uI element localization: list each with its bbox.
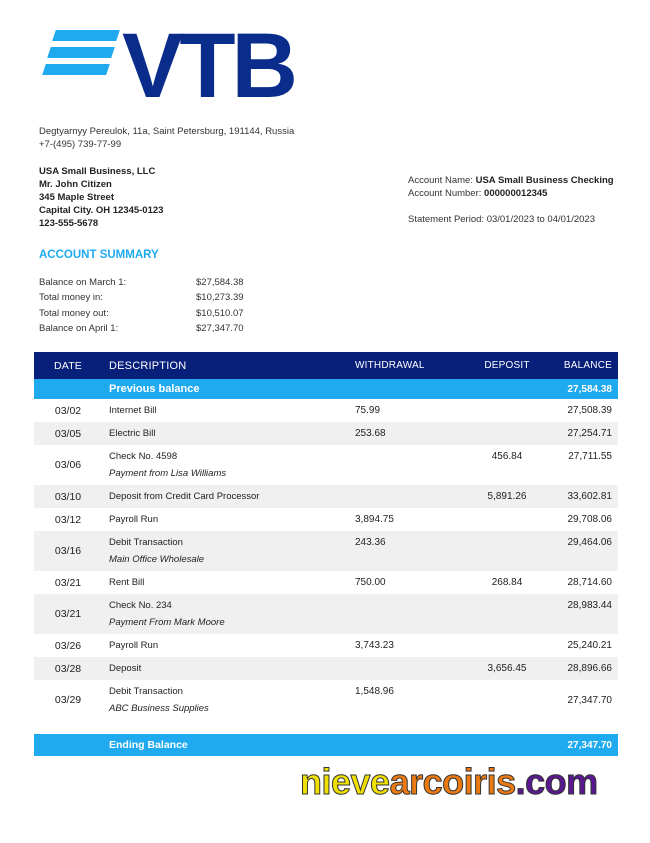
table-header-row (34, 352, 618, 379)
account-number-line (408, 187, 614, 200)
table-row (34, 531, 618, 571)
column-header-date: DATE (34, 352, 102, 379)
account-info-block (408, 174, 614, 226)
row-description: Internet Bill (109, 405, 157, 416)
customer-city: Capital City. OH 12345-0123 (39, 205, 164, 216)
table-row (34, 485, 618, 508)
customer-phone: 123-555-5678 (39, 218, 99, 229)
previous-balance-row (34, 379, 618, 399)
summary-label: Total money out: (39, 307, 109, 319)
row-date: 03/10 (34, 485, 102, 508)
table-row (34, 422, 618, 445)
row-description: Check No. 234 (109, 600, 172, 611)
row-withdrawal: 1,548.96 (355, 686, 394, 697)
row-description: Deposit (102, 657, 348, 680)
bank-address-block (39, 125, 294, 151)
row-deposit (465, 634, 549, 657)
row-balance: 28,983.44 (549, 594, 618, 634)
ending-balance-row (34, 734, 618, 756)
row-date: 03/16 (34, 531, 102, 571)
row-date: 03/02 (54, 404, 82, 417)
row-balance: 27,508.39 (567, 405, 612, 416)
row-description: Payroll Run (109, 514, 159, 525)
row-withdrawal: 253.68 (348, 422, 465, 445)
row-balance: 28,896.66 (549, 657, 618, 680)
row-deposit: 5,891.26 (465, 485, 549, 508)
column-header-deposit: DEPOSIT (465, 352, 549, 379)
table-row (34, 508, 618, 531)
row-withdrawal: 3,743.23 (355, 640, 394, 651)
row-deposit (465, 531, 549, 571)
row-description: Debit Transaction (109, 686, 183, 697)
row-subdescription: Main Office Wholesale (109, 554, 205, 565)
row-date: 03/21 (34, 594, 102, 634)
column-header-withdrawal: WITHDRAWAL (348, 352, 465, 379)
account-number-value: 000000012345 (484, 188, 548, 199)
vtb-logo (44, 15, 294, 117)
previous-balance-label: Previous balance (102, 379, 348, 399)
customer-address-block (39, 165, 163, 230)
row-deposit: 268.84 (491, 577, 523, 588)
row-withdrawal (348, 485, 465, 508)
previous-balance-value: 27,584.38 (549, 379, 618, 399)
row-withdrawal: 75.99 (355, 405, 381, 416)
row-balance: 27,711.55 (568, 451, 612, 462)
summary-row (39, 290, 244, 305)
table-row (34, 594, 618, 634)
row-description-cell (102, 594, 348, 634)
account-name-value: USA Small Business Checking (475, 175, 614, 186)
statement-period-value: 03/01/2023 to 04/01/2023 (486, 214, 595, 225)
summary-value: $27,347.70 (196, 322, 244, 334)
row-withdrawal: 3,894.75 (355, 514, 394, 525)
row-deposit (465, 399, 549, 422)
account-name-label: Account Name: (408, 175, 473, 186)
row-withdrawal (348, 594, 465, 634)
row-date: 03/29 (54, 694, 82, 706)
customer-company: USA Small Business, LLC (39, 166, 156, 177)
row-description-cell (102, 680, 348, 720)
row-description: Deposit from Credit Card Processor (102, 485, 348, 508)
statement-period-label: Statement Period: (408, 214, 485, 225)
ending-balance-value: 27,347.70 (549, 734, 618, 756)
transactions-table (34, 352, 618, 756)
row-balance: 29,708.06 (567, 514, 612, 525)
table-row (34, 399, 618, 422)
bank-address: Degtyarnyy Pereulok, 11a, Saint Petersburg, 191144, Russia (39, 126, 295, 137)
summary-label: Total money in: (39, 292, 103, 304)
customer-contact: Mr. John Citizen (39, 179, 112, 190)
row-balance: 33,602.81 (549, 485, 618, 508)
row-withdrawal: 750.00 (355, 577, 386, 588)
row-date: 03/12 (54, 513, 82, 526)
column-header-balance: BALANCE (549, 352, 618, 379)
row-deposit (465, 680, 549, 720)
account-summary-title: ACCOUNT SUMMARY (39, 249, 159, 261)
table-row (34, 657, 618, 680)
logo-wordmark: VTB (122, 15, 294, 117)
column-header-description: DESCRIPTION (102, 352, 348, 379)
row-description-cell (102, 445, 348, 485)
ending-balance-label: Ending Balance (102, 734, 348, 756)
watermark-part-3: .com (515, 761, 598, 802)
customer-street: 345 Maple Street (39, 192, 114, 203)
row-description: Electric Bill (102, 422, 348, 445)
logo-stripe-icon (42, 64, 110, 75)
watermark (300, 761, 598, 802)
row-withdrawal (348, 445, 465, 485)
row-description: Payroll Run (109, 640, 159, 651)
summary-row (39, 275, 244, 290)
summary-value: $10,510.07 (196, 307, 244, 319)
row-date: 03/21 (54, 576, 82, 589)
table-row (34, 680, 618, 720)
row-deposit (465, 508, 549, 531)
row-balance: 28,714.60 (567, 577, 612, 588)
watermark-part-2: arcoiris (389, 761, 516, 802)
summary-label: Balance on April 1: (39, 322, 119, 334)
row-subdescription: Payment from Lisa Williams (109, 468, 227, 479)
row-subdescription: ABC Business Supplies (109, 703, 209, 714)
summary-row (39, 321, 244, 336)
table-row (34, 445, 618, 485)
row-description: Rent Bill (109, 577, 145, 588)
row-deposit (465, 594, 549, 634)
bank-phone: +7-(495) 739-77-99 (39, 139, 122, 150)
row-balance: 27,254.71 (549, 422, 618, 445)
row-date: 03/05 (34, 422, 102, 445)
row-date: 03/26 (54, 639, 82, 652)
summary-value: $10,273.39 (196, 292, 244, 304)
row-balance: 27,347.70 (567, 694, 612, 706)
table-row (34, 571, 618, 594)
summary-label: Balance on March 1: (39, 277, 127, 288)
row-withdrawal (348, 657, 465, 680)
logo-stripe-icon (47, 47, 115, 58)
table-row (34, 634, 618, 657)
summary-row (39, 306, 244, 321)
row-date: 03/28 (34, 657, 102, 680)
row-description: Check No. 4598 (109, 451, 178, 462)
row-balance: 29,464.06 (549, 531, 618, 571)
statement-period-line (408, 213, 614, 226)
row-description: Debit Transaction (109, 537, 183, 548)
row-subdescription: Payment From Mark Moore (109, 617, 225, 628)
logo-stripe-icon (52, 30, 120, 41)
row-deposit: 456.84 (491, 451, 523, 462)
account-summary (39, 275, 244, 336)
row-withdrawal: 243.36 (348, 531, 465, 571)
row-deposit (465, 422, 549, 445)
row-description-cell (102, 531, 348, 571)
row-deposit: 3,656.45 (465, 657, 549, 680)
row-balance: 25,240.21 (567, 640, 612, 651)
row-date: 03/06 (54, 459, 82, 471)
watermark-part-1: nieve (300, 761, 390, 802)
summary-value: $27,584.38 (196, 277, 244, 288)
account-name-line (408, 174, 614, 187)
account-number-label: Account Number: (408, 188, 482, 199)
